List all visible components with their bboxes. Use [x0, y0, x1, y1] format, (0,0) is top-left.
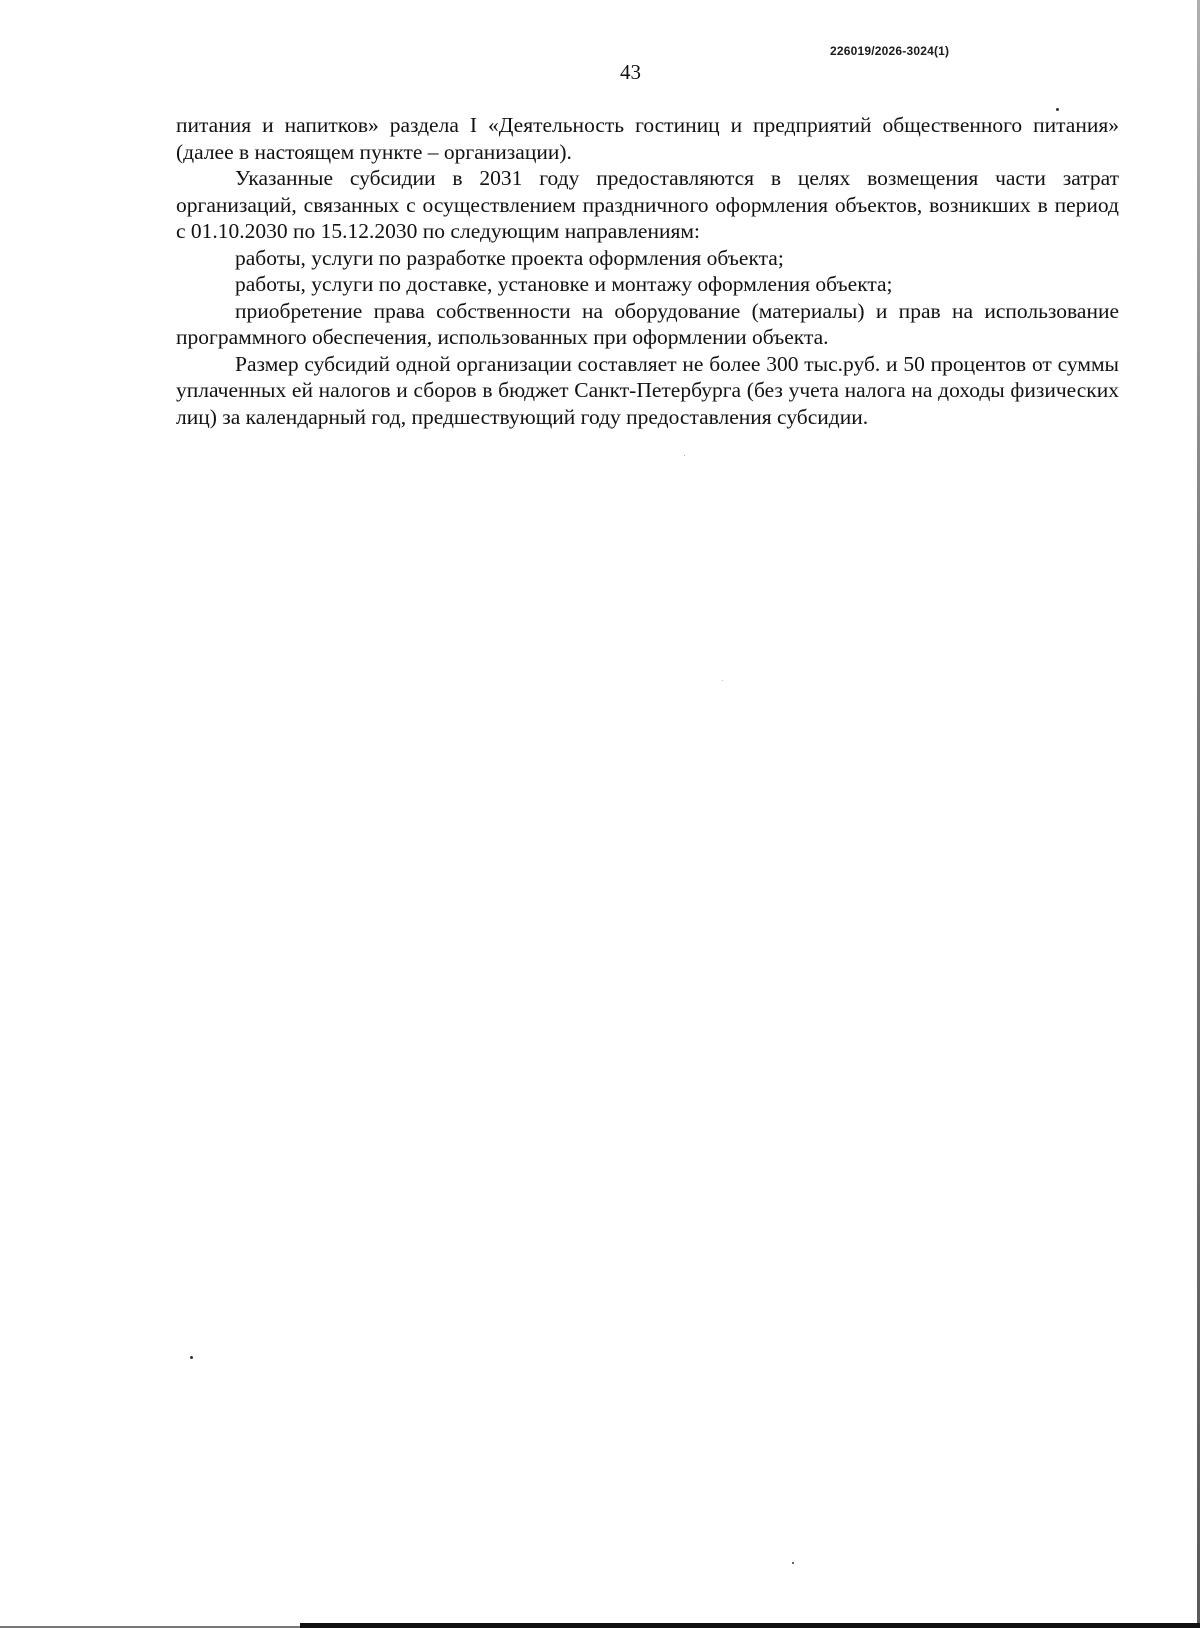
scan-speck	[792, 1562, 794, 1564]
list-item-equipment-software: приобретение права собственности на оборудование (материалы) и прав на использование программного обеспечения, использованных при оформлении объекта.	[176, 298, 1119, 349]
scan-speck	[684, 455, 685, 456]
scan-speck	[722, 680, 723, 681]
paragraph-subsidy-purpose: Указанные субсидии в 2031 году предоставляются в целях возмещения части затрат организаций, связанных с осуществлением праздничного оформления объектов, возникших в период с 01.10.2030 по 15.12.2030 по следующим направлениям:	[176, 166, 1119, 243]
paragraph-continuation: питания и напитков» раздела I «Деятельность гостиниц и предприятий общественного питания» (далее в настоящем пункте – организации).	[176, 113, 1119, 164]
paragraph-subsidy-amount: Размер субсидий одной организации составляет не более 300 тыс.руб. и 50 процентов от суммы уплаченных ей налогов и сборов в бюджет Санкт-Петербурга (без учета налога на доходы физических лиц) за календарный год, предшествующий году предоставления субсидии.	[176, 351, 1119, 429]
scan-bottom-edge	[300, 1623, 1200, 1628]
page-number: 43	[620, 60, 641, 84]
list-item-delivery-installation: работы, услуги по доставке, установке и монтажу оформления объекта;	[235, 272, 893, 296]
document-body	[176, 112, 1119, 430]
list-item-design-project: работы, услуги по разработке проекта оформления объекта;	[235, 245, 784, 270]
scan-speck	[190, 1356, 193, 1359]
document-id: 226019/2026-3024(1)	[830, 44, 950, 58]
scan-speck	[1056, 108, 1059, 111]
